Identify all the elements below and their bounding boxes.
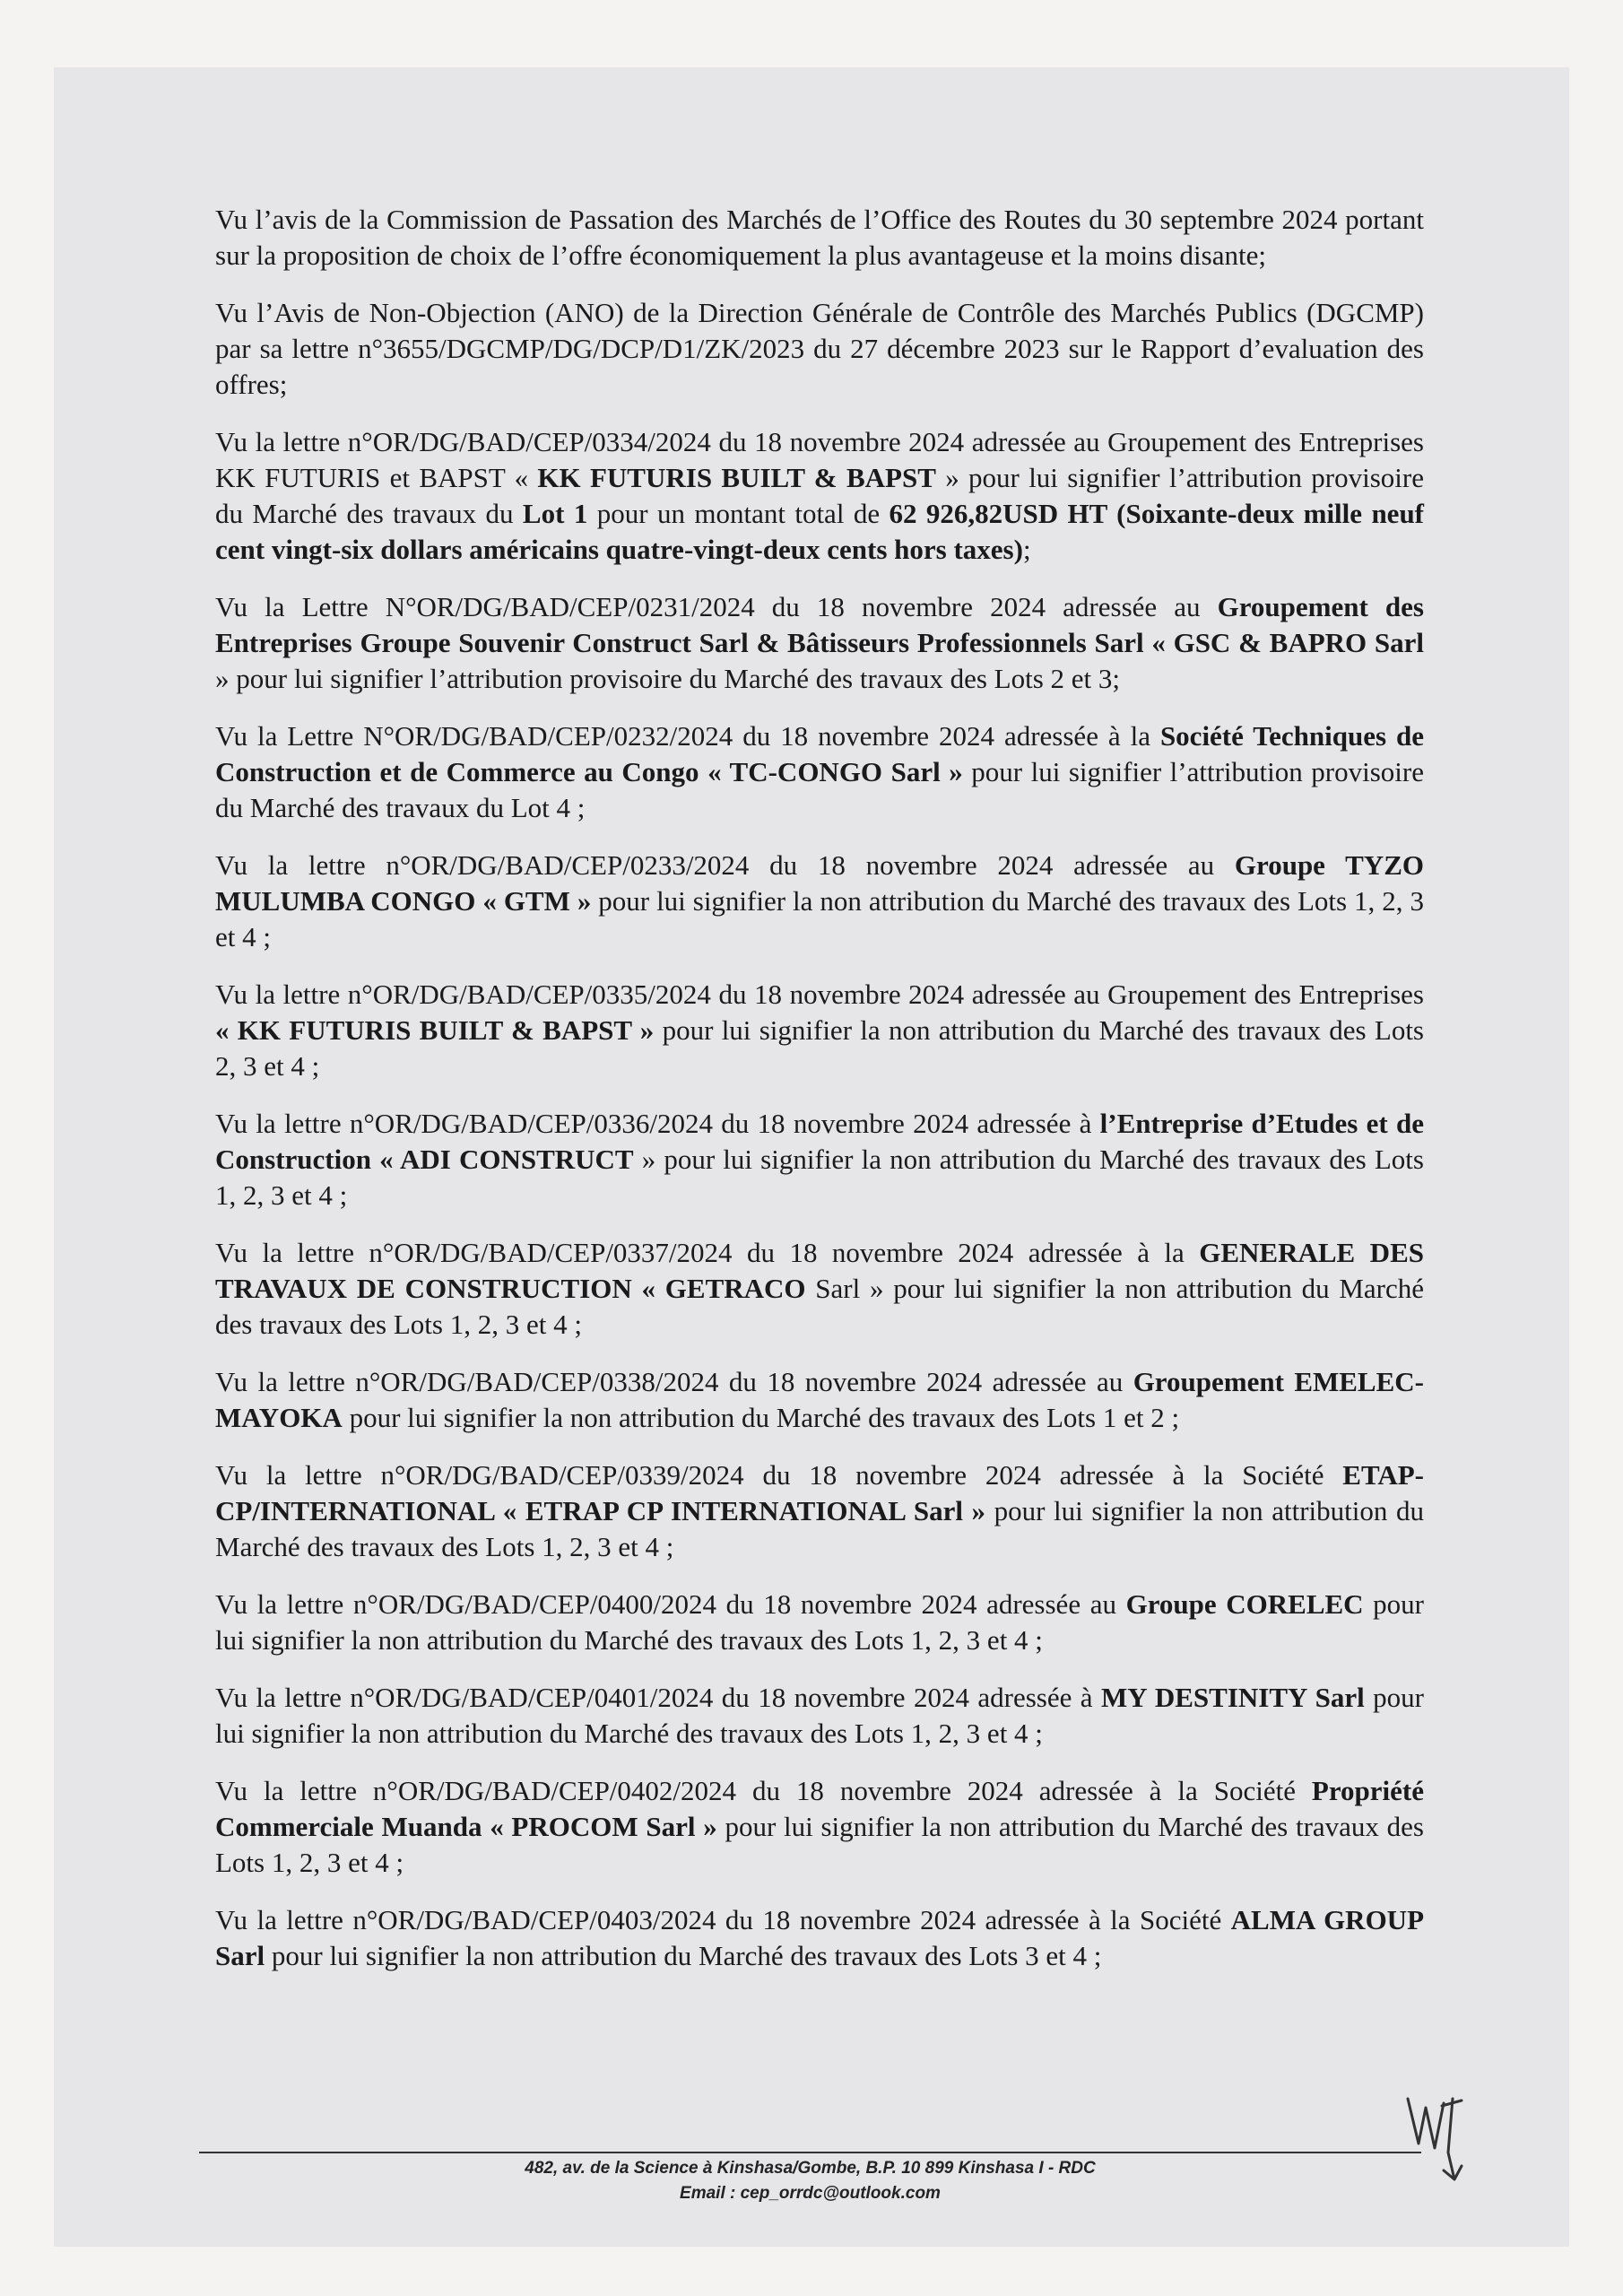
paragraph-segment: l’Entreprise d’Etudes et de Construction « ADI CONSTRUCT (215, 1108, 1424, 1175)
footer (199, 2156, 1421, 2206)
paragraph-15 (215, 1902, 1424, 1974)
paragraph-segment: Lot 1 (522, 498, 588, 529)
paragraph-segment: pour lui signifier la non attribution du Marché des travaux des Lots 1, 2, 3 et 4 ; (215, 1495, 1424, 1562)
paragraph-segment: KK FUTURIS BUILT & BAPST (537, 462, 936, 493)
paragraph-6 (215, 848, 1424, 955)
paragraph-segment: Vu la lettre n°OR/DG/BAD/CEP/0233/2024 du 18 novembre 2024 adressée au (215, 849, 1235, 881)
paragraph-segment: Société Techniques de Construction et de Commerce au Congo « TC-CONGO Sarl » (215, 720, 1424, 787)
paragraph-segment: » pour lui signifier l’attribution provisoire du Marché des travaux du (215, 462, 1424, 529)
paragraph-segment: Groupe CORELEC (1125, 1588, 1364, 1620)
paragraph-segment: pour un montant total de (587, 498, 890, 529)
paragraph-3 (215, 424, 1424, 568)
paragraph-segment: Vu la lettre n°OR/DG/BAD/CEP/0335/2024 du 18 novembre 2024 adressée au Groupement des Entreprises (215, 978, 1424, 1010)
paragraph-segment: Vu la lettre n°OR/DG/BAD/CEP/0403/2024 du 18 novembre 2024 adressée à la Société (215, 1904, 1231, 1935)
paragraph-segment: « KK FUTURIS BUILT & BAPST » (215, 1014, 655, 1046)
paragraph-segment: pour lui signifier la non attribution du Marché des travaux des Lots 2, 3 et 4 ; (215, 1014, 1424, 1082)
paragraph-segment: » pour lui signifier l’attribution provisoire du Marché des travaux des Lots 2 et 3; (215, 663, 1120, 694)
paragraph-segment: pour lui signifier l’attribution provisoire du Marché des travaux du Lot 4 ; (215, 756, 1424, 823)
paragraph-segment: pour lui signifier la non attribution du Marché des travaux des Lots 1, 2, 3 et 4 ; (215, 1682, 1424, 1749)
paragraph-segment: Vu la lettre n°OR/DG/BAD/CEP/0334/2024 du 18 novembre 2024 adressée au Groupement des Entreprises KK FUTURIS et BAPST « (215, 426, 1424, 493)
paragraph-11 (215, 1457, 1424, 1565)
paragraph-segment: Vu la lettre n°OR/DG/BAD/CEP/0400/2024 du 18 novembre 2024 adressée au (215, 1588, 1126, 1620)
paragraph-segment: Vu la Lettre N°OR/DG/BAD/CEP/0231/2024 du 18 novembre 2024 adressée au (215, 591, 1218, 622)
paragraph-segment: Sarl » pour lui signifier la non attribution du Marché des travaux des Lots 1, 2, 3 et 4 ; (215, 1273, 1424, 1340)
paragraph-segment: Vu l’avis de la Commission de Passation des Marchés de l’Office des Routes du 30 septembre 2024 portant sur la proposition de choix de l’offre économiquement la plus avantageuse et la moins disante; (215, 204, 1424, 271)
paragraph-segment: Groupement EMELEC-MAYOKA (215, 1366, 1424, 1433)
paragraph-segment: pour lui signifier la non attribution du Marché des travaux des Lots 1, 2, 3 et 4 ; (215, 1588, 1425, 1656)
paragraph-segment: Propriété Commerciale Muanda « PROCOM Sarl » (215, 1775, 1424, 1842)
paragraph-segment: Vu l’Avis de Non-Objection (ANO) de la Direction Générale de Contrôle des Marchés Publics (DGCMP) par sa lettre n°3655/DGCMP/DG/DCP/D1/ZK/2023 du 27 décembre 2023 sur le Rapport d’evaluation des offres; (215, 297, 1424, 400)
paragraph-segment: pour lui signifier la non attribution du Marché des travaux des Lots 1 et 2 ; (342, 1402, 1180, 1433)
paragraph-segment: pour lui signifier la non attribution du Marché des travaux des Lots 3 et 4 ; (265, 1940, 1102, 1971)
paragraph-segment: pour lui signifier la non attribution du Marché des travaux des Lots 1, 2, 3 et 4 ; (215, 1811, 1424, 1878)
paragraph-14 (215, 1773, 1424, 1881)
footer-rule (199, 2152, 1421, 2153)
paragraph-9 (215, 1235, 1424, 1343)
paragraph-4 (215, 589, 1424, 697)
footer-email: Email : cep_orrdc@outlook.com (680, 2184, 941, 2203)
paragraph-segment: Vu la lettre n°OR/DG/BAD/CEP/0338/2024 du 18 novembre 2024 adressée au (215, 1366, 1133, 1397)
paragraph-segment: pour lui signifier la non attribution du Marché des travaux des Lots 1, 2, 3 et 4 ; (215, 885, 1424, 952)
paragraph-7 (215, 977, 1424, 1084)
paragraph-segment: Vu la lettre n°OR/DG/BAD/CEP/0336/2024 du 18 novembre 2024 adressée à (215, 1108, 1100, 1139)
paragraph-segment: Groupe TYZO MULUMBA CONGO « GTM » (215, 849, 1424, 917)
paragraph-2 (215, 295, 1424, 403)
footer-address: 482, av. de la Science à Kinshasa/Gombe, B.P. 10 899 Kinshasa I - RDC (525, 2159, 1096, 2178)
paragraph-10 (215, 1364, 1424, 1436)
paragraph-8 (215, 1106, 1424, 1213)
paragraph-segment: » pour lui signifier la non attribution du Marché des travaux des Lots 1, 2, 3 et 4 ; (215, 1144, 1424, 1211)
paragraph-segment: Vu la lettre n°OR/DG/BAD/CEP/0339/2024 du 18 novembre 2024 adressée à la Société (215, 1459, 1343, 1491)
paragraph-segment: Vu la lettre n°OR/DG/BAD/CEP/0402/2024 du 18 novembre 2024 adressée à la Société (215, 1775, 1312, 1806)
paragraph-segment: MY DESTINITY Sarl (1100, 1682, 1365, 1713)
paragraph-segment: Groupement des Entreprises Groupe Souvenir Construct Sarl & Bâtisseurs Professionnels Sarl « GSC & BAPRO Sarl (215, 591, 1424, 658)
paragraph-segment: Vu la Lettre N°OR/DG/BAD/CEP/0232/2024 du 18 novembre 2024 adressée à la (215, 720, 1160, 752)
paragraph-12 (215, 1587, 1424, 1658)
document-body (215, 202, 1424, 1996)
paragraph-segment: ETAP-CP/INTERNATIONAL « ETRAP CP INTERNATIONAL Sarl » (215, 1459, 1424, 1526)
paragraph-segment: ; (1022, 534, 1031, 565)
paragraph-1 (215, 202, 1424, 274)
paragraph-segment: Vu la lettre n°OR/DG/BAD/CEP/0401/2024 du 18 novembre 2024 adressée à (215, 1682, 1101, 1713)
paragraph-segment: 62 926,82USD HT (Soixante-deux mille neuf cent vingt-six dollars américains quatre-vingt-deux cents hors taxes) (215, 498, 1425, 565)
paragraph-segment: ALMA GROUP Sarl (215, 1904, 1425, 1971)
paragraph-segment: Vu la lettre n°OR/DG/BAD/CEP/0337/2024 du 18 novembre 2024 adressée à la (215, 1237, 1200, 1268)
paragraph-segment: GENERALE DES TRAVAUX DE CONSTRUCTION « GETRACO (215, 1237, 1424, 1304)
paragraph-13 (215, 1680, 1424, 1752)
paragraph-5 (215, 718, 1424, 826)
